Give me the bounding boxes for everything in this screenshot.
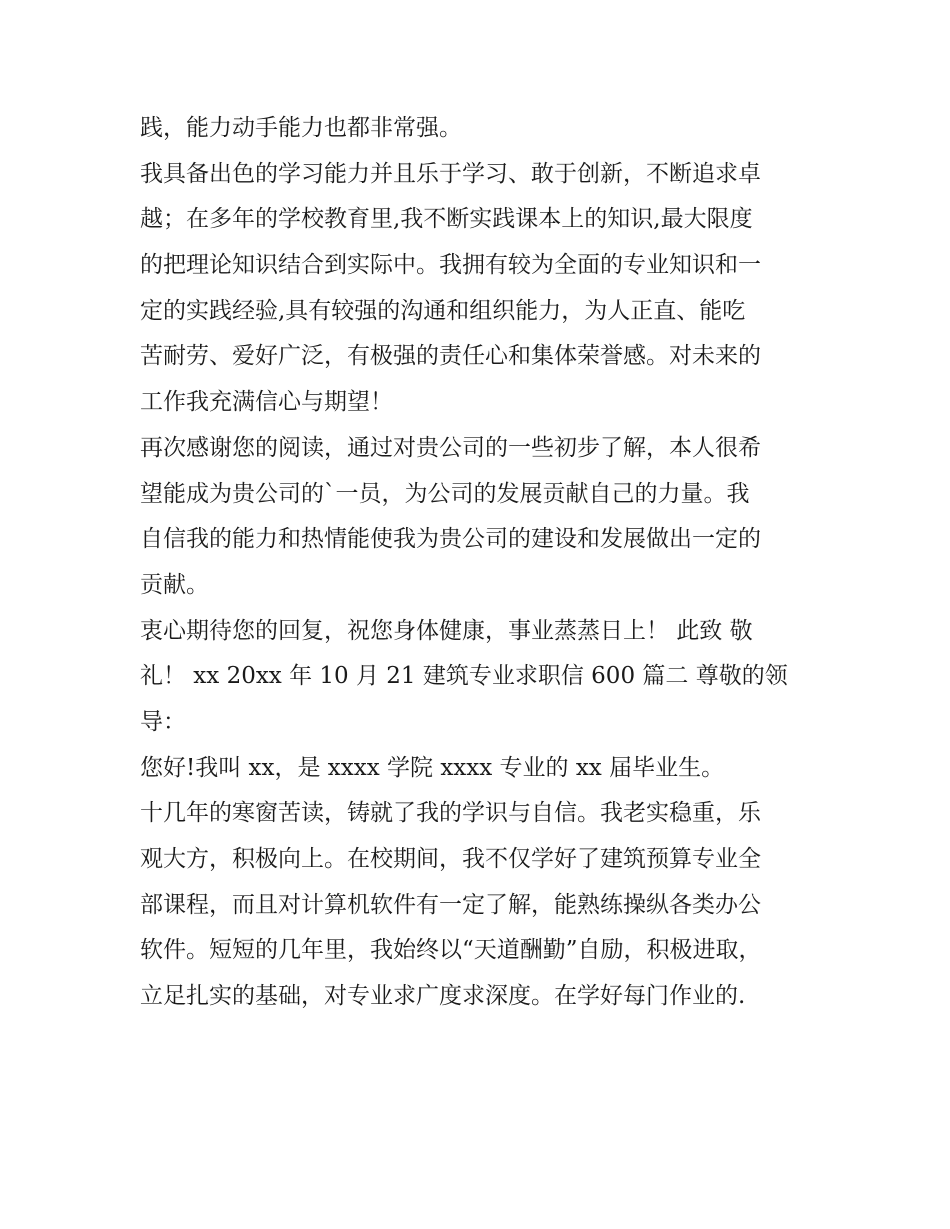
text-line: 软件。短短的几年里，我始终以“天道酬勤”自励，积极进取， bbox=[140, 937, 762, 964]
text-line: 观大方，积极向上。在校期间，我不仅学好了建筑预算专业全 bbox=[140, 846, 761, 872]
text-line: 定的实践经验,具有较强的沟通和组织能力，为人正直、能吃 bbox=[140, 297, 746, 324]
text-line: 越；在多年的学校教育里,我不断实践课本上的知识,最大限度 bbox=[140, 206, 753, 233]
text-line: 礼！ xx 20xx 年 10 月 21 建筑专业求职信 600 篇二 尊敬的领 bbox=[140, 663, 788, 690]
text-line: 立足扎实的基础，对专业求广度求深度。在学好每门作业的. bbox=[140, 983, 746, 1010]
text-line: 的把理论知识结合到实际中。我拥有较为全面的专业知识和一 bbox=[140, 252, 761, 279]
text-line: 衷心期待您的回复，祝您身体健康，事业蒸蒸日上！ 此致 敬 bbox=[140, 617, 753, 644]
text-line: 再次感谢您的阅读，通过对贵公司的一些初步了解，本人很希 bbox=[140, 434, 761, 461]
text-line: 我具备出色的学习能力并且乐于学习、敢于创新，不断追求卓 bbox=[140, 160, 761, 187]
text-line: 苦耐劳、爱好广泛，有极强的责任心和集体荣誉感。对未来的 bbox=[140, 343, 761, 370]
text-line: 自信我的能力和热情能使我为贵公司的建设和发展做出一定的 bbox=[140, 526, 761, 553]
text-line: 贡献。 bbox=[140, 571, 209, 598]
text-line: 践，能力动手能力也都非常强。 bbox=[140, 115, 462, 141]
text-line: 您好!我叫 xx，是 xxxx 学院 xxxx 专业的 xx 届毕业生。 bbox=[140, 754, 725, 781]
text-line: 十几年的寒窗苦读，铸就了我的学识与自信。我老实稳重，乐 bbox=[140, 800, 761, 827]
text-line: 工作我充满信心与期望！ bbox=[140, 389, 393, 416]
text-line: 部课程，而且对计算机软件有一定了解，能熟练操纵各类办公 bbox=[140, 891, 761, 918]
text-line: 望能成为贵公司的`一员，为公司的发展贡献自己的力量。我 bbox=[140, 480, 750, 507]
document-body bbox=[140, 106, 820, 1020]
text-line: 导： bbox=[140, 708, 186, 735]
